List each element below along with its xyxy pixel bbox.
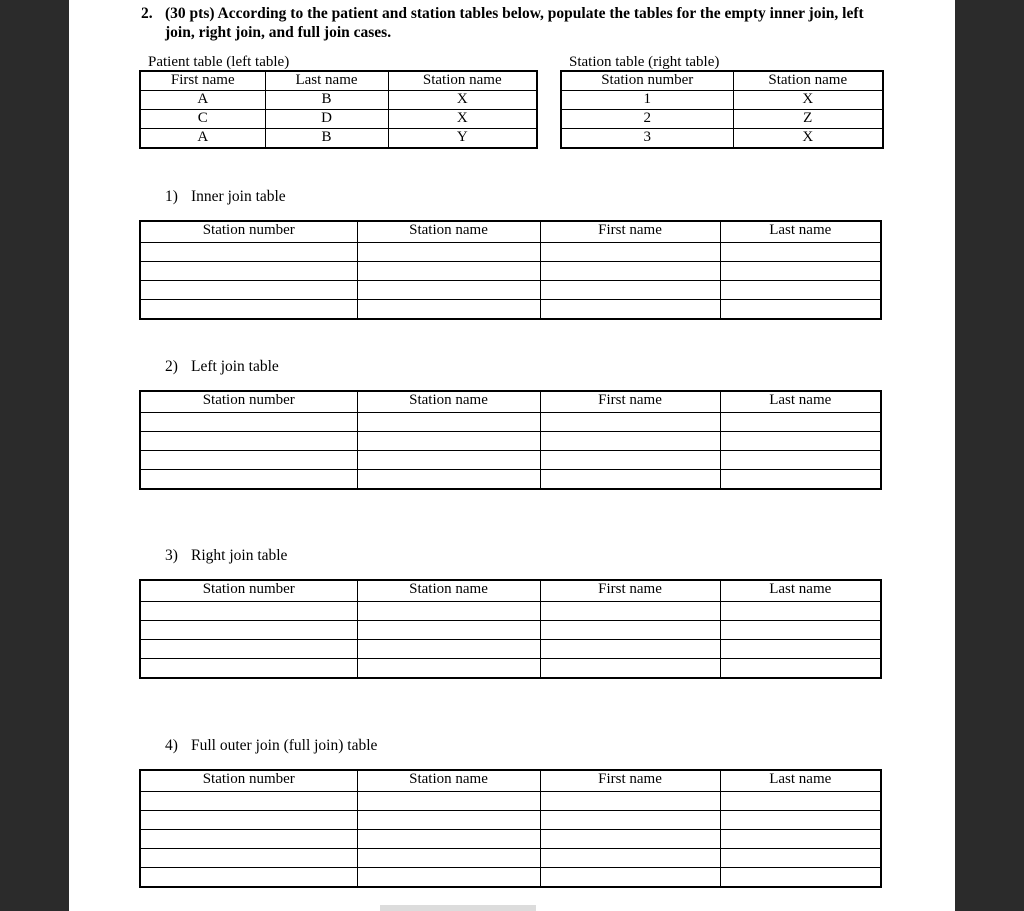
table-cell: X [733,91,883,110]
empty-cell[interactable] [540,830,720,849]
header-station-number: Station number [561,71,733,91]
empty-cell[interactable] [357,300,540,320]
empty-cell[interactable] [357,281,540,300]
empty-row [140,602,881,621]
join-table-header-row [140,391,881,413]
empty-cell[interactable] [140,849,357,868]
table-row [140,91,537,110]
left-join-table [139,390,882,490]
section-title: Full outer join (full join) table [191,737,378,754]
empty-cell[interactable] [140,640,357,659]
section-title: Inner join table [191,188,286,205]
empty-cell[interactable] [357,262,540,281]
right-join-table [139,579,882,679]
empty-cell[interactable] [720,413,881,432]
join-table-header-row [140,770,881,792]
empty-cell[interactable] [720,868,881,888]
patient-table-header-row [140,71,537,91]
table-cell: X [388,91,537,110]
empty-cell[interactable] [357,602,540,621]
table-cell: A [140,129,265,149]
section-full-join-label [165,737,377,755]
header-station-name: Station name [357,580,540,602]
empty-cell[interactable] [140,868,357,888]
empty-cell[interactable] [357,243,540,262]
empty-cell[interactable] [540,792,720,811]
empty-cell[interactable] [357,868,540,888]
station-table [560,70,884,149]
section-title: Left join table [191,358,279,375]
header-last-name: Last name [720,221,881,243]
empty-cell[interactable] [720,640,881,659]
empty-cell[interactable] [720,300,881,320]
header-station-name: Station name [357,770,540,792]
header-last-name: Last name [720,391,881,413]
table-row [140,110,537,129]
empty-cell[interactable] [540,849,720,868]
empty-cell[interactable] [540,451,720,470]
empty-cell[interactable] [720,602,881,621]
header-first-name: First name [140,71,265,91]
header-station-number: Station number [140,221,357,243]
empty-cell[interactable] [357,659,540,679]
question-header [141,4,881,42]
empty-cell[interactable] [357,830,540,849]
inner-join-table [139,220,882,320]
table-cell: X [733,129,883,149]
table-cell: B [265,129,388,149]
empty-cell[interactable] [140,659,357,679]
empty-cell[interactable] [140,470,357,490]
page-bottom-scroll-hint [380,905,536,911]
empty-row [140,451,881,470]
empty-row [140,243,881,262]
empty-cell[interactable] [357,470,540,490]
empty-cell[interactable] [720,451,881,470]
section-right-join-label [165,547,287,565]
empty-row [140,640,881,659]
empty-cell[interactable] [720,659,881,679]
table-row [140,129,537,149]
empty-cell[interactable] [140,281,357,300]
empty-cell[interactable] [540,413,720,432]
empty-row [140,830,881,849]
section-number: 4) [165,737,178,754]
table-row [561,110,883,129]
full-join-table [139,769,882,888]
header-first-name: First name [540,221,720,243]
section-number: 3) [165,547,178,564]
table-cell: D [265,110,388,129]
header-station-number: Station number [140,580,357,602]
empty-cell[interactable] [357,621,540,640]
table-cell: 3 [561,129,733,149]
table-cell: C [140,110,265,129]
empty-cell[interactable] [357,811,540,830]
table-cell: A [140,91,265,110]
empty-cell[interactable] [140,413,357,432]
empty-cell[interactable] [720,849,881,868]
header-first-name: First name [540,770,720,792]
empty-cell[interactable] [140,621,357,640]
empty-cell[interactable] [357,640,540,659]
empty-cell[interactable] [720,621,881,640]
empty-cell[interactable] [720,243,881,262]
empty-cell[interactable] [720,470,881,490]
header-first-name: First name [540,391,720,413]
empty-cell[interactable] [357,451,540,470]
empty-cell[interactable] [720,830,881,849]
header-station-number: Station number [140,770,357,792]
table-row [561,129,883,149]
empty-row [140,659,881,679]
header-last-name: Last name [720,770,881,792]
empty-cell[interactable] [540,640,720,659]
empty-cell[interactable] [140,432,357,451]
question-text: (30 pts) According to the patient and station tables below, populate the tables for the empty inner join, left join, right join, and full join cases. [165,5,864,41]
empty-cell[interactable] [540,868,720,888]
header-first-name: First name [540,580,720,602]
empty-row [140,300,881,320]
section-title: Right join table [191,547,288,564]
table-cell: X [388,110,537,129]
empty-cell[interactable] [540,243,720,262]
patient-table-caption: Patient table (left table) [148,54,290,70]
empty-cell[interactable] [140,792,357,811]
empty-cell[interactable] [357,792,540,811]
header-last-name: Last name [265,71,388,91]
empty-cell[interactable] [357,849,540,868]
header-last-name: Last name [720,580,881,602]
empty-row [140,868,881,888]
table-cell: Y [388,129,537,149]
empty-cell[interactable] [140,243,357,262]
empty-cell[interactable] [357,413,540,432]
header-station-name: Station name [357,391,540,413]
question-number: 2. [141,5,153,22]
empty-cell[interactable] [140,830,357,849]
table-cell: 2 [561,110,733,129]
header-station-number: Station number [140,391,357,413]
station-table-header-row [561,71,883,91]
empty-cell[interactable] [140,811,357,830]
section-number: 2) [165,358,178,375]
empty-cell[interactable] [140,602,357,621]
empty-cell[interactable] [357,432,540,451]
empty-cell[interactable] [540,432,720,451]
empty-cell[interactable] [720,281,881,300]
section-left-join-label [165,358,279,376]
table-cell: Z [733,110,883,129]
table-cell: 1 [561,91,733,110]
section-number: 1) [165,188,178,205]
empty-row [140,849,881,868]
empty-cell[interactable] [540,621,720,640]
empty-cell[interactable] [720,792,881,811]
empty-cell[interactable] [140,300,357,320]
empty-cell[interactable] [720,811,881,830]
empty-row [140,470,881,490]
empty-cell[interactable] [540,300,720,320]
section-inner-join-label [165,188,286,206]
empty-cell[interactable] [540,602,720,621]
header-station-name: Station name [733,71,883,91]
table-row [561,91,883,110]
empty-cell[interactable] [140,451,357,470]
header-station-name: Station name [388,71,537,91]
station-table-caption: Station table (right table) [569,54,720,70]
empty-cell[interactable] [540,811,720,830]
empty-row [140,621,881,640]
empty-cell[interactable] [720,262,881,281]
table-cell: B [265,91,388,110]
join-table-header-row [140,580,881,602]
empty-cell[interactable] [540,262,720,281]
empty-cell[interactable] [540,281,720,300]
empty-row [140,432,881,451]
empty-row [140,281,881,300]
empty-row [140,262,881,281]
empty-cell[interactable] [540,470,720,490]
header-station-name: Station name [357,221,540,243]
empty-cell[interactable] [540,659,720,679]
empty-cell[interactable] [140,262,357,281]
empty-row [140,792,881,811]
join-table-header-row [140,221,881,243]
patient-table [139,70,538,149]
empty-cell[interactable] [720,432,881,451]
document-page [69,0,955,911]
empty-row [140,811,881,830]
empty-row [140,413,881,432]
